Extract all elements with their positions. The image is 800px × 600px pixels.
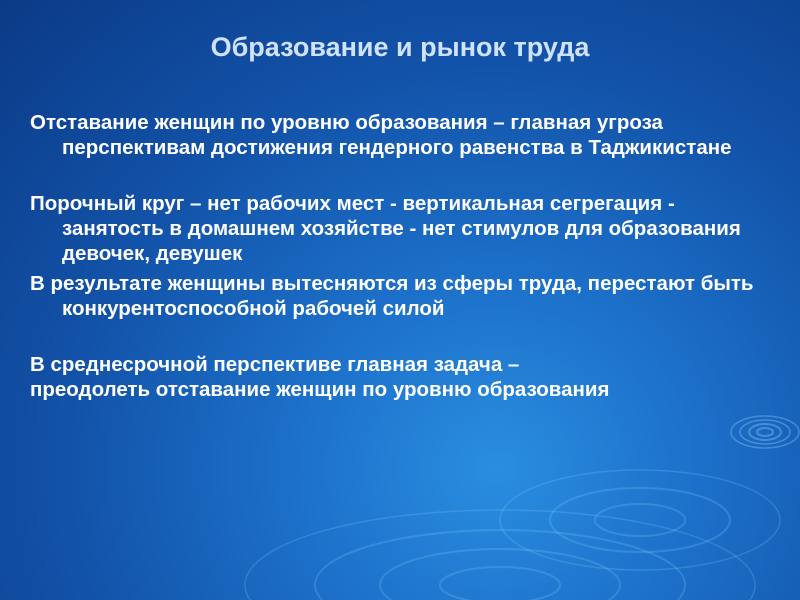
paragraph-medium-term-task: В среднесрочной перспективе главная задача – (30, 353, 520, 376)
paragraph-vicious-circle: Порочный круг – нет рабочих мест - вертикальная сегрегация - занятость в домашнем хозяйстве - нет стимулов для образования девочек, девушек (30, 192, 741, 265)
slide-content (30, 110, 775, 402)
paragraph-education-gap: Отставание женщин по уровню образования – главная угроза перспективам достижения гендерного равенства в Таджикистане (30, 111, 732, 159)
paragraph-overcome-gap: преодолеть отставание женщин по уровню образования (30, 378, 610, 401)
slide-title: Образование и рынок труда (210, 32, 590, 62)
paragraph-labor-exclusion: В результате женщины вытесняются из сферы труда, перестают быть конкурентоспособной рабочей силой (30, 272, 754, 320)
